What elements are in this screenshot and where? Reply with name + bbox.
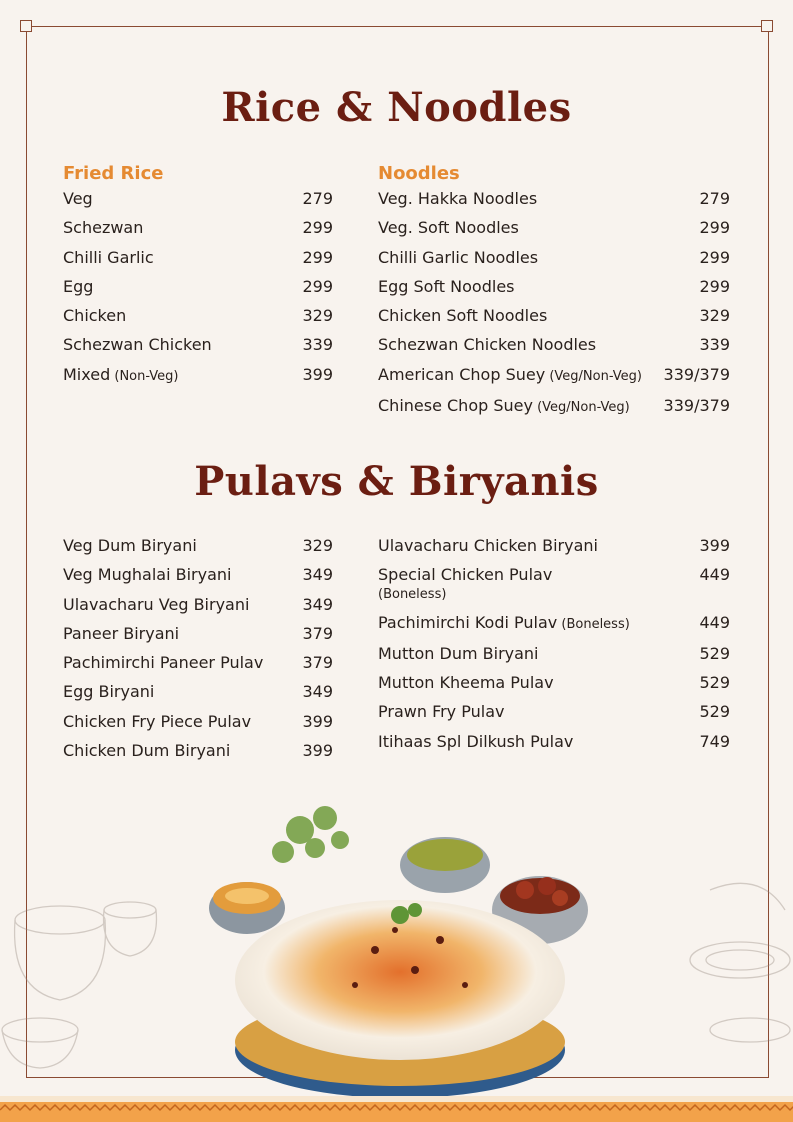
menu-item-name: Chinese Chop Suey (Veg/Non-Veg) <box>378 396 630 416</box>
menu-item-note: (Boneless) <box>557 616 630 632</box>
menu-item-row <box>63 188 333 210</box>
sketch-plate-icon <box>640 870 793 1070</box>
menu-item-price: 299 <box>699 218 730 238</box>
menu-item-note: (Boneless) <box>378 587 447 603</box>
menu-item-row <box>378 305 730 327</box>
menu-item-row <box>378 188 730 210</box>
menu-item-price: 349 <box>302 682 333 702</box>
menu-item-price: 329 <box>699 306 730 326</box>
menu-item-row <box>63 652 333 674</box>
corner-ornament <box>20 20 32 32</box>
menu-item-row <box>63 334 333 356</box>
menu-item-price: 449 <box>699 565 730 585</box>
menu-item-price: 339/379 <box>663 396 730 416</box>
menu-item-row <box>378 247 730 269</box>
menu-item-price: 399 <box>302 741 333 761</box>
noodles-heading: Noodles <box>378 163 460 184</box>
menu-item-price: 299 <box>302 218 333 238</box>
menu-item-price: 399 <box>302 711 333 731</box>
menu-item-row <box>63 711 333 733</box>
menu-item-price: 529 <box>699 702 730 722</box>
fried-rice-list <box>63 188 333 388</box>
menu-item-price: 329 <box>302 306 333 326</box>
menu-item-price: 279 <box>699 189 730 208</box>
menu-item-name: Veg <box>63 189 93 208</box>
menu-item-name: Itihaas Spl Dilkush Pulav <box>378 731 574 751</box>
menu-item-name: Mixed (Non-Veg) <box>63 364 179 384</box>
menu-item-price: 529 <box>699 643 730 663</box>
menu-item-row <box>378 217 730 239</box>
biryani-left-column <box>63 535 333 769</box>
menu-item-price: 299 <box>302 276 333 296</box>
menu-item-price: 399 <box>699 536 730 555</box>
menu-item-name: Mutton Kheema Pulav <box>378 673 554 693</box>
fried-rice-column <box>63 160 333 395</box>
menu-item-name: Mutton Dum Biryani <box>378 643 539 663</box>
menu-item-name: Ulavacharu Chicken Biryani <box>378 536 598 555</box>
menu-item-price: 749 <box>699 731 730 751</box>
menu-item-name: Schezwan <box>63 218 144 238</box>
menu-item-name: Schezwan Chicken Noodles <box>378 335 597 355</box>
menu-item-price: 379 <box>302 623 333 643</box>
menu-item-row <box>378 564 730 604</box>
menu-item-name: Veg Mughalai Biryani <box>63 565 232 585</box>
sketch-pot-icon <box>0 870 200 1070</box>
menu-item-note: (Veg/Non-Veg) <box>545 368 642 384</box>
menu-item-name: Veg. Hakka Noodles <box>378 189 538 208</box>
corner-ornament <box>761 20 773 32</box>
biryani-left-list <box>63 535 333 762</box>
menu-item-name: Special Chicken Pulav (Boneless) <box>378 564 691 604</box>
menu-item-price: 379 <box>302 653 333 673</box>
menu-item-name: Egg Soft Noodles <box>378 276 515 296</box>
menu-item-price: 529 <box>699 673 730 693</box>
menu-item-price: 299 <box>699 276 730 296</box>
noodles-list <box>378 188 730 419</box>
menu-item-name: Pachimirchi Kodi Pulav (Boneless) <box>378 612 630 632</box>
menu-item-name: Ulavacharu Veg Biryani <box>63 594 250 614</box>
menu-item-price: 299 <box>699 247 730 267</box>
menu-item-row <box>378 535 730 557</box>
menu-item-price: 339 <box>302 335 333 355</box>
menu-item-row <box>378 364 730 388</box>
menu-item-price: 449 <box>699 612 730 632</box>
menu-item-price: 349 <box>302 565 333 585</box>
menu-item-row <box>378 612 730 636</box>
menu-item-name: Schezwan Chicken <box>63 335 212 355</box>
menu-item-name: Chilli Garlic Noodles <box>378 247 539 267</box>
menu-item-row <box>63 594 333 616</box>
noodles-column <box>378 160 730 426</box>
fried-rice-heading: Fried Rice <box>63 163 164 184</box>
menu-item-row <box>63 217 333 239</box>
menu-item-name: Veg. Soft Noodles <box>378 218 519 238</box>
menu-item-name: Prawn Fry Pulav <box>378 702 505 722</box>
menu-item-name: Chicken Fry Piece Pulav <box>63 711 252 731</box>
menu-item-price: 339 <box>699 335 730 355</box>
menu-item-row <box>378 276 730 298</box>
biryani-right-list <box>378 535 730 753</box>
menu-item-price: 339/379 <box>663 364 730 384</box>
menu-item-note: (Non-Veg) <box>110 368 179 384</box>
menu-item-name: Chilli Garlic <box>63 247 154 267</box>
menu-item-name: American Chop Suey (Veg/Non-Veg) <box>378 364 642 384</box>
menu-item-row <box>378 672 730 694</box>
menu-item-name: Chicken Soft Noodles <box>378 306 548 326</box>
menu-item-name: Egg <box>63 276 94 296</box>
menu-item-name: Pachimirchi Paneer Pulav <box>63 653 264 673</box>
section-title-rice-noodles: Rice & Noodles <box>221 84 572 131</box>
menu-item-name: Paneer Biryani <box>63 623 180 643</box>
menu-item-row <box>63 535 333 557</box>
menu-item-note: (Veg/Non-Veg) <box>532 400 630 416</box>
menu-item-row <box>63 247 333 269</box>
menu-item-row <box>63 364 333 388</box>
menu-item-price: 279 <box>302 189 333 208</box>
menu-item-name: Chicken <box>63 306 127 326</box>
menu-item-row <box>63 681 333 703</box>
section-title-pulavs-biryanis: Pulavs & Biryanis <box>194 458 599 505</box>
menu-item-row <box>63 276 333 298</box>
biryani-right-column <box>378 535 730 760</box>
menu-item-price: 399 <box>302 364 333 384</box>
menu-item-row <box>378 643 730 665</box>
bottom-decorative-border <box>0 1096 793 1122</box>
menu-item-row <box>378 395 730 419</box>
menu-item-price: 349 <box>302 594 333 614</box>
menu-item-name: Egg Biryani <box>63 682 155 702</box>
biryani-bowl-illustration <box>205 800 605 1100</box>
menu-item-row <box>63 740 333 762</box>
menu-item-row <box>378 731 730 753</box>
menu-item-row <box>63 564 333 586</box>
menu-item-row <box>63 623 333 645</box>
menu-item-row <box>378 334 730 356</box>
menu-item-name: Veg Dum Biryani <box>63 536 197 555</box>
menu-item-row <box>63 305 333 327</box>
menu-item-row <box>378 701 730 723</box>
menu-item-name: Chicken Dum Biryani <box>63 741 231 761</box>
menu-item-price: 329 <box>302 536 333 555</box>
menu-item-price: 299 <box>302 247 333 267</box>
